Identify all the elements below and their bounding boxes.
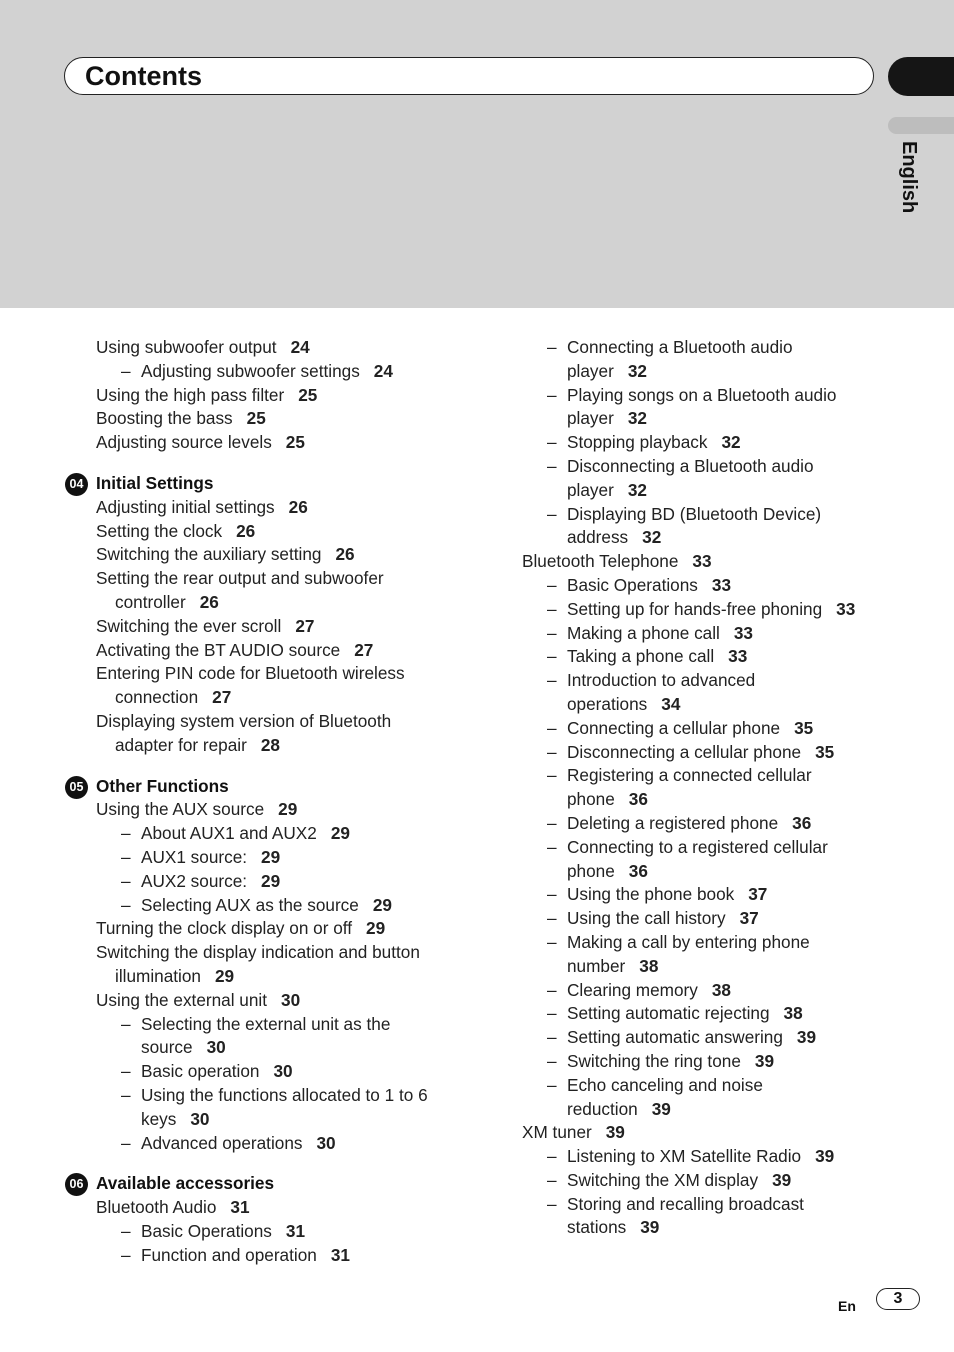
- toc-entry[interactable]: [62, 710, 462, 734]
- toc-entry[interactable]: [62, 734, 462, 758]
- toc-entry-text: Basic Operations: [567, 574, 698, 595]
- dash-bullet: –: [121, 1132, 131, 1153]
- toc-entry-text: Adjusting subwoofer settings: [141, 360, 360, 381]
- title-bar: [64, 57, 874, 95]
- toc-entry[interactable]: [488, 931, 888, 955]
- section-heading: [62, 775, 462, 799]
- toc-entry-text: Making a call by entering phone: [567, 931, 810, 952]
- language-tab-marker: [888, 117, 954, 134]
- toc-entry[interactable]: [62, 965, 462, 989]
- toc-entry[interactable]: [488, 574, 888, 598]
- toc-entry[interactable]: [488, 622, 888, 646]
- section-heading: [62, 472, 462, 496]
- dash-bullet: –: [121, 823, 131, 844]
- toc-entry[interactable]: [62, 360, 462, 384]
- toc-page-number: 26: [236, 520, 256, 541]
- toc-page-number: 30: [281, 989, 301, 1010]
- toc-entry-text: Echo canceling and noise: [567, 1074, 763, 1095]
- section-number-badge: 04: [65, 473, 88, 496]
- toc-entry[interactable]: [488, 669, 888, 693]
- toc-entry[interactable]: [488, 1145, 888, 1169]
- toc-page-number: 30: [206, 1037, 226, 1058]
- toc-entry-text: Registering a connected cellular: [567, 765, 812, 786]
- dash-bullet: –: [547, 598, 557, 619]
- dash-bullet: –: [121, 1013, 131, 1034]
- toc-entry-text: stations: [567, 1217, 627, 1238]
- dash-bullet: –: [547, 646, 557, 667]
- toc-entry[interactable]: [62, 917, 462, 941]
- toc-entry[interactable]: [62, 1196, 462, 1220]
- toc-page-number: 33: [728, 646, 748, 667]
- toc-page-number: 31: [330, 1244, 350, 1265]
- toc-entry-text: Using the call history: [567, 908, 726, 929]
- toc-entry[interactable]: [488, 1074, 888, 1098]
- toc-entry-text: Using the high pass filter: [96, 384, 285, 405]
- toc-page-number: 29: [214, 965, 235, 986]
- toc-page-number: 30: [190, 1108, 210, 1129]
- dash-bullet: –: [121, 894, 131, 915]
- toc-entry[interactable]: [488, 455, 888, 479]
- toc-entry[interactable]: [62, 407, 462, 431]
- toc-entry-text: Deleting a registered phone: [567, 812, 779, 833]
- section-tab-marker: [888, 57, 954, 96]
- toc-page-number: 38: [711, 979, 731, 1000]
- toc-entry[interactable]: [62, 567, 462, 591]
- dash-bullet: –: [547, 670, 557, 691]
- toc-entry-text: Switching the XM display: [567, 1169, 759, 1190]
- toc-page-number: 39: [772, 1169, 792, 1190]
- dash-bullet: –: [547, 812, 557, 833]
- toc-entry-text: Making a phone call: [567, 622, 720, 643]
- toc-page-number: 27: [354, 639, 374, 660]
- dash-bullet: –: [547, 384, 557, 405]
- toc-page-number: 32: [627, 479, 647, 500]
- toc-page-number: 36: [628, 789, 648, 810]
- toc-entry-text: player: [567, 479, 614, 500]
- footer-language: En: [838, 1298, 856, 1314]
- toc-entry-text: Setting the rear output and subwoofer: [96, 568, 384, 589]
- toc-entry[interactable]: [62, 639, 462, 663]
- toc-entry[interactable]: [488, 1098, 888, 1122]
- dash-bullet: –: [547, 1193, 557, 1214]
- toc-entry[interactable]: [488, 693, 888, 717]
- toc-entry[interactable]: [62, 1132, 462, 1156]
- dash-bullet: –: [121, 360, 131, 381]
- toc-entry-text: Taking a phone call: [567, 646, 715, 667]
- toc-entry[interactable]: [488, 1193, 888, 1217]
- toc-entry[interactable]: [488, 360, 888, 384]
- dash-bullet: –: [121, 1220, 131, 1241]
- toc-page-number: 25: [246, 408, 266, 429]
- toc-page-number: 36: [792, 812, 812, 833]
- toc-entry-text: Stopping playback: [567, 432, 708, 453]
- dash-bullet: –: [547, 337, 557, 357]
- toc-right-column: [488, 336, 888, 1240]
- toc-entry[interactable]: [488, 1121, 888, 1145]
- toc-entry-text: illumination: [115, 965, 201, 986]
- toc-page-number: 29: [330, 823, 350, 844]
- toc-entry[interactable]: [62, 591, 462, 615]
- toc-entry[interactable]: [488, 336, 888, 360]
- toc-page-number: 37: [739, 908, 759, 929]
- dash-bullet: –: [547, 1074, 557, 1095]
- toc-page-number: 27: [295, 615, 315, 636]
- toc-page-number: 29: [261, 846, 281, 867]
- toc-entry-text: address: [567, 527, 629, 548]
- dash-bullet: –: [547, 455, 557, 476]
- toc-entry-text: Setting automatic answering: [567, 1027, 783, 1048]
- toc-page-number: 25: [285, 432, 305, 453]
- toc-entry[interactable]: [488, 384, 888, 408]
- toc-page-number: 29: [278, 799, 298, 820]
- toc-entry[interactable]: [62, 336, 462, 360]
- toc-entry-text: Switching the display indication and button: [96, 942, 420, 963]
- toc-entry-text: player: [567, 408, 614, 429]
- dash-bullet: –: [121, 870, 131, 891]
- toc-entry-text: controller: [115, 591, 186, 612]
- toc-entry[interactable]: [62, 615, 462, 639]
- toc-entry-text: Listening to XM Satellite Radio: [567, 1146, 802, 1167]
- dash-bullet: –: [547, 503, 557, 524]
- toc-entry[interactable]: [488, 764, 888, 788]
- toc-entry[interactable]: [488, 526, 888, 550]
- dash-bullet: –: [121, 846, 131, 867]
- toc-entry[interactable]: [488, 1002, 888, 1026]
- toc-entry-text: Bluetooth Telephone: [522, 551, 679, 572]
- toc-entry-text: Turning the clock display on or off: [96, 918, 353, 939]
- toc-entry[interactable]: [62, 686, 462, 710]
- toc-entry[interactable]: [488, 907, 888, 931]
- toc-entry-text: Displaying BD (Bluetooth Device): [567, 503, 822, 524]
- toc-entry-text: Storing and recalling broadcast: [567, 1193, 804, 1214]
- toc-entry-text: Disconnecting a cellular phone: [567, 741, 802, 762]
- toc-entry[interactable]: [488, 1050, 888, 1074]
- toc-page-number: 39: [796, 1027, 817, 1048]
- dash-bullet: –: [121, 1244, 131, 1265]
- section-number-badge: 05: [65, 776, 88, 799]
- toc-entry-text: Setting up for hands-free phoning: [567, 598, 823, 619]
- toc-page-number: 28: [260, 734, 280, 755]
- toc-entry[interactable]: [488, 860, 888, 884]
- toc-entry-text: Basic Operations: [141, 1220, 272, 1241]
- toc-entry-text: Using the AUX source: [96, 799, 265, 820]
- toc-entry-text: Switching the auxiliary setting: [96, 544, 322, 565]
- toc-page-number: 36: [628, 860, 648, 881]
- toc-entry[interactable]: [62, 520, 462, 544]
- toc-entry[interactable]: [62, 384, 462, 408]
- toc-page-number: 25: [298, 384, 318, 405]
- toc-entry-text: Disconnecting a Bluetooth audio: [567, 455, 814, 476]
- toc-entry-text: Advanced operations: [141, 1132, 303, 1153]
- toc-entry[interactable]: [62, 1220, 462, 1244]
- toc-entry[interactable]: [488, 550, 888, 574]
- toc-entry[interactable]: [62, 496, 462, 520]
- dash-bullet: –: [547, 931, 557, 952]
- toc-entry-text: Clearing memory: [567, 979, 698, 1000]
- toc-entry-text: keys: [141, 1108, 177, 1129]
- toc-left-column: [62, 336, 462, 1267]
- toc-entry[interactable]: [62, 1060, 462, 1084]
- toc-page-number: 39: [754, 1050, 775, 1071]
- dash-bullet: –: [121, 1061, 131, 1082]
- toc-entry-text: Activating the BT AUDIO source: [96, 639, 341, 660]
- toc-entry-text: Bluetooth Audio: [96, 1197, 217, 1218]
- toc-entry[interactable]: [488, 1216, 888, 1240]
- toc-entry[interactable]: [488, 836, 888, 860]
- toc-entry[interactable]: [62, 798, 462, 822]
- toc-page-number: 35: [794, 717, 814, 738]
- toc-entry[interactable]: [62, 894, 462, 918]
- dash-bullet: –: [547, 1146, 557, 1167]
- toc-page-number: 29: [366, 918, 386, 939]
- toc-page-number: 32: [627, 408, 647, 429]
- toc-entry[interactable]: [62, 941, 462, 965]
- toc-entry[interactable]: [488, 645, 888, 669]
- dash-bullet: –: [547, 741, 557, 762]
- toc-entry-text: Adjusting source levels: [96, 432, 272, 453]
- toc-entry[interactable]: [488, 955, 888, 979]
- toc-page-number: 26: [199, 591, 219, 612]
- toc-page-number: 33: [836, 598, 856, 619]
- toc-entry[interactable]: [488, 598, 888, 622]
- page-title: Contents: [85, 61, 202, 91]
- toc-page-number: 33: [711, 574, 732, 595]
- toc-entry[interactable]: [488, 812, 888, 836]
- toc-entry-text: Using subwoofer output: [96, 337, 277, 357]
- toc-entry-text: operations: [567, 693, 648, 714]
- section-heading: [62, 1172, 462, 1196]
- toc-entry-text: Selecting AUX as the source: [141, 894, 359, 915]
- language-tab-label: English: [898, 141, 920, 214]
- toc-entry-text: Setting automatic rejecting: [567, 1003, 770, 1024]
- toc-page-number: 24: [373, 360, 393, 381]
- toc-page-number: 29: [372, 894, 392, 915]
- toc-entry[interactable]: [488, 431, 888, 455]
- toc-entry-text: phone: [567, 860, 615, 881]
- toc-entry-text: adapter for repair: [115, 734, 247, 755]
- section-title: Available accessories: [96, 1173, 275, 1194]
- toc-entry[interactable]: [488, 979, 888, 1003]
- toc-entry-text: Selecting the external unit as the: [141, 1013, 391, 1034]
- toc-entry-text: Setting the clock: [96, 520, 223, 541]
- toc-entry-text: phone: [567, 789, 615, 810]
- toc-page-number: 31: [230, 1197, 250, 1218]
- toc-entry[interactable]: [62, 1084, 462, 1108]
- toc-entry-text: Using the phone book: [567, 884, 735, 905]
- toc-entry-text: Entering PIN code for Bluetooth wireless: [96, 663, 405, 684]
- section-title: Initial Settings: [96, 472, 214, 493]
- toc-entry[interactable]: [488, 407, 888, 431]
- toc-entry-text: Introduction to advanced: [567, 670, 756, 691]
- toc-entry-text: reduction: [567, 1098, 638, 1119]
- toc-page-number: 33: [692, 551, 712, 572]
- toc-page-number: 31: [285, 1220, 306, 1241]
- toc-entry-text: Adjusting initial settings: [96, 496, 275, 517]
- toc-entry-text: XM tuner: [522, 1122, 592, 1143]
- toc-page-number: 29: [261, 870, 281, 891]
- dash-bullet: –: [547, 1050, 557, 1071]
- dash-bullet: –: [547, 908, 557, 929]
- toc-entry[interactable]: [488, 503, 888, 527]
- toc-entry-text: About AUX1 and AUX2: [141, 823, 317, 844]
- toc-entry-text: AUX1 source:: [141, 846, 248, 867]
- toc-entry[interactable]: [488, 1169, 888, 1193]
- toc-entry[interactable]: [488, 479, 888, 503]
- dash-bullet: –: [547, 1169, 557, 1190]
- section-title: Other Functions: [96, 775, 229, 796]
- toc-entry-text: Using the functions allocated to 1 to 6: [141, 1084, 428, 1105]
- toc-entry-text: AUX2 source:: [141, 870, 248, 891]
- toc-entry-text: Connecting a Bluetooth audio: [567, 337, 793, 357]
- toc-entry[interactable]: [62, 822, 462, 846]
- toc-entry[interactable]: [488, 1026, 888, 1050]
- dash-bullet: –: [547, 1027, 557, 1048]
- dash-bullet: –: [547, 979, 557, 1000]
- dash-bullet: –: [547, 717, 557, 738]
- toc-entry[interactable]: [62, 1013, 462, 1037]
- toc-entry[interactable]: [62, 1036, 462, 1060]
- toc-entry-text: Connecting a cellular phone: [567, 717, 781, 738]
- dash-bullet: –: [547, 765, 557, 786]
- toc-page-number: 30: [316, 1132, 336, 1153]
- toc-entry[interactable]: [62, 1108, 462, 1132]
- toc-page-number: 39: [815, 1146, 835, 1167]
- toc-entry[interactable]: [62, 543, 462, 567]
- toc-page-number: 33: [733, 622, 753, 643]
- toc-page-number: 35: [815, 741, 835, 762]
- toc-entry[interactable]: [488, 788, 888, 812]
- toc-entry[interactable]: [62, 870, 462, 894]
- toc-page-number: 32: [721, 432, 741, 453]
- toc-entry-text: Connecting to a registered cellular: [567, 836, 828, 857]
- toc-entry[interactable]: [488, 741, 888, 765]
- toc-entry-text: Boosting the bass: [96, 408, 233, 429]
- toc-page-number: 34: [661, 693, 681, 714]
- footer-page-number: 3: [876, 1288, 920, 1310]
- toc-page-number: 30: [273, 1061, 293, 1082]
- toc-entry[interactable]: [62, 431, 462, 455]
- dash-bullet: –: [121, 1084, 131, 1105]
- toc-entry-text: connection: [115, 687, 199, 708]
- toc-entry-text: Function and operation: [141, 1244, 317, 1265]
- toc-entry-text: number: [567, 955, 626, 976]
- toc-page-number: 26: [288, 496, 308, 517]
- toc-page-number: 32: [627, 360, 647, 381]
- toc-page-number: 24: [290, 337, 310, 357]
- toc-entry-text: player: [567, 360, 614, 381]
- toc-page-number: 39: [605, 1122, 625, 1143]
- dash-bullet: –: [547, 574, 557, 595]
- toc-page-number: 37: [748, 884, 768, 905]
- toc-entry[interactable]: [488, 717, 888, 741]
- toc-entry-text: source: [141, 1037, 193, 1058]
- dash-bullet: –: [547, 884, 557, 905]
- toc-entry-text: Playing songs on a Bluetooth audio: [567, 384, 837, 405]
- toc-entry-text: Using the external unit: [96, 989, 268, 1010]
- toc-page-number: 39: [640, 1217, 660, 1238]
- toc-page-number: 26: [335, 544, 355, 565]
- dash-bullet: –: [547, 836, 557, 857]
- toc-entry-text: Basic operation: [141, 1061, 260, 1082]
- section-number-badge: 06: [65, 1173, 88, 1196]
- toc-entry-text: Switching the ever scroll: [96, 615, 282, 636]
- dash-bullet: –: [547, 1003, 557, 1024]
- dash-bullet: –: [547, 622, 557, 643]
- toc-page-number: 32: [642, 527, 662, 548]
- toc-page-number: 38: [639, 955, 659, 976]
- toc-entry[interactable]: [62, 846, 462, 870]
- toc-entry[interactable]: [488, 883, 888, 907]
- toc-page-number: 38: [783, 1003, 803, 1024]
- toc-entry-text: Switching the ring tone: [567, 1050, 741, 1071]
- header-band: [0, 0, 954, 308]
- toc-entry-text: Displaying system version of Bluetooth: [96, 710, 392, 731]
- toc-entry[interactable]: [62, 662, 462, 686]
- toc-entry[interactable]: [62, 989, 462, 1013]
- dash-bullet: –: [547, 432, 557, 453]
- toc-page-number: 39: [651, 1098, 671, 1119]
- toc-page-number: 27: [212, 687, 232, 708]
- toc-entry[interactable]: [62, 1244, 462, 1268]
